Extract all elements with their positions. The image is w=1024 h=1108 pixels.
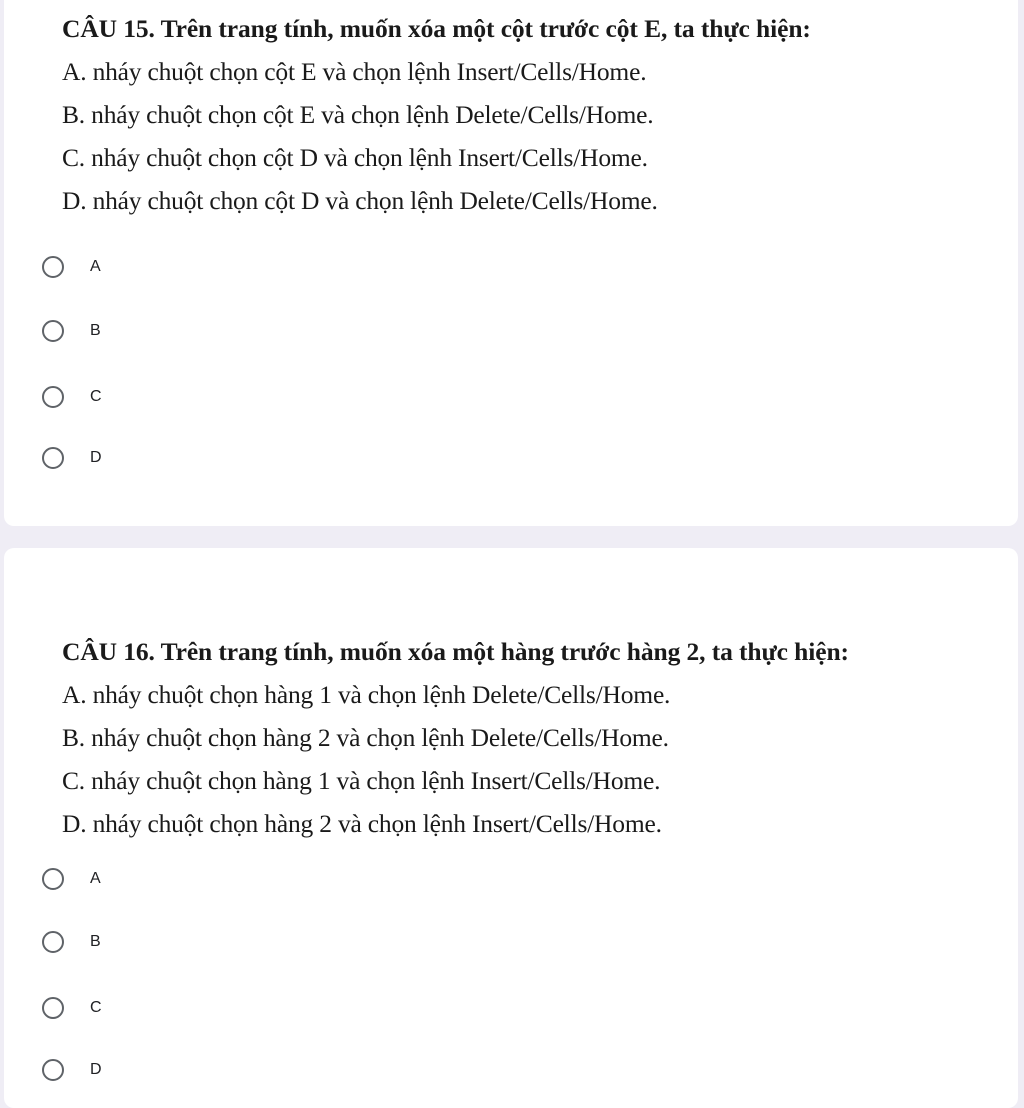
choice-label: D [90, 449, 102, 466]
choice-label: A [90, 258, 101, 275]
radio-choice-d[interactable] [42, 1055, 102, 1085]
question-card-16 [4, 548, 1018, 1108]
question-image-16 [62, 637, 998, 839]
radio-choice-c[interactable] [42, 382, 102, 412]
radio-button-icon[interactable] [42, 868, 64, 890]
radio-button-icon[interactable] [42, 931, 64, 953]
choice-label: B [90, 322, 101, 339]
question-option-c: C. nháy chuột chọn cột D và chọn lệnh Insert/Cells/Home. [62, 143, 648, 172]
question-card-15 [4, 0, 1018, 526]
radio-button-icon[interactable] [42, 320, 64, 342]
choice-label: A [90, 870, 101, 887]
question-image-15 [62, 14, 998, 216]
question-option-b: B. nháy chuột chọn cột E và chọn lệnh Delete/Cells/Home. [62, 100, 654, 129]
radio-button-icon[interactable] [42, 997, 64, 1019]
radio-choice-d[interactable] [42, 443, 102, 473]
question-option-b: B. nháy chuột chọn hàng 2 và chọn lệnh Delete/Cells/Home. [62, 723, 669, 752]
choice-label: B [90, 933, 101, 950]
question-option-a: A. nháy chuột chọn hàng 1 và chọn lệnh Delete/Cells/Home. [62, 680, 671, 709]
radio-choice-b[interactable] [42, 927, 101, 957]
radio-choice-b[interactable] [42, 316, 101, 346]
radio-choice-a[interactable] [42, 864, 101, 894]
question-title: CÂU 15. Trên trang tính, muốn xóa một cột trước cột E, ta thực hiện: [62, 14, 811, 43]
question-option-d: D. nháy chuột chọn hàng 2 và chọn lệnh Insert/Cells/Home. [62, 809, 662, 838]
radio-button-icon[interactable] [42, 447, 64, 469]
question-title: CÂU 16. Trên trang tính, muốn xóa một hàng trước hàng 2, ta thực hiện: [62, 637, 849, 666]
choice-label: C [90, 999, 102, 1016]
radio-button-icon[interactable] [42, 256, 64, 278]
radio-button-icon[interactable] [42, 386, 64, 408]
radio-choice-a[interactable] [42, 252, 101, 282]
radio-choice-c[interactable] [42, 993, 102, 1023]
choice-label: C [90, 388, 102, 405]
radio-button-icon[interactable] [42, 1059, 64, 1081]
question-option-c: C. nháy chuột chọn hàng 1 và chọn lệnh Insert/Cells/Home. [62, 766, 661, 795]
question-option-d: D. nháy chuột chọn cột D và chọn lệnh Delete/Cells/Home. [62, 186, 658, 215]
question-option-a: A. nháy chuột chọn cột E và chọn lệnh Insert/Cells/Home. [62, 57, 647, 86]
choice-label: D [90, 1061, 102, 1078]
